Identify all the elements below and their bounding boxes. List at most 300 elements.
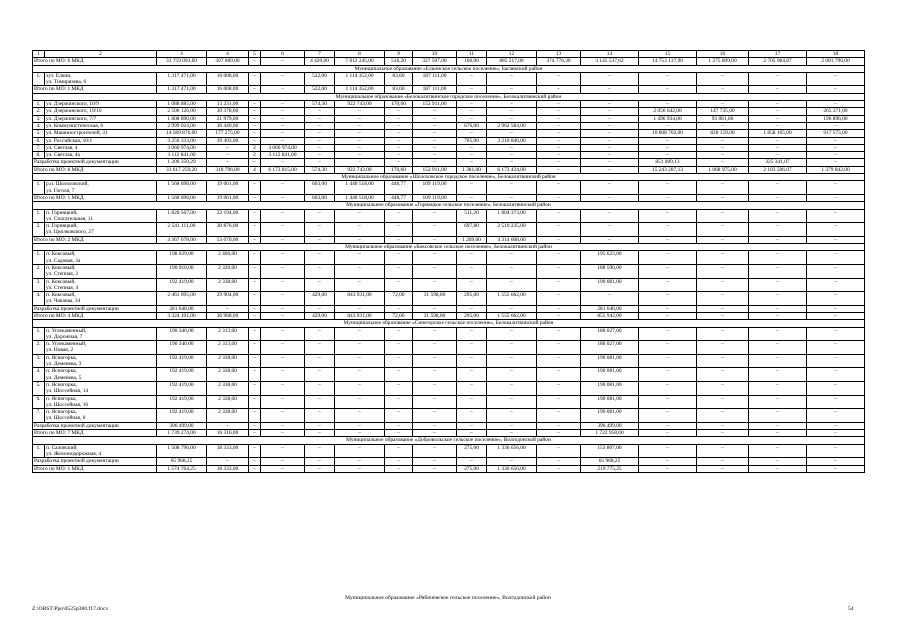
table-cell: – (335, 209, 385, 223)
table-cell: – (581, 292, 639, 306)
table-cell: 2 183 506,07 (749, 166, 807, 173)
table-cell: – (457, 194, 487, 201)
table-cell: – (457, 130, 487, 137)
table-cell: 2 705 984,87 (749, 58, 807, 65)
table-cell: 152 911,00 (413, 166, 457, 173)
table-cell: – (749, 458, 807, 465)
table-cell: – (697, 444, 749, 458)
table-cell: – (697, 327, 749, 341)
data-table-wrapper (32, 50, 864, 473)
address-cell: п. Ясногорка, ул. Шоссейная, 8 (45, 409, 157, 423)
table-cell: 196 896,00 (807, 115, 865, 122)
section-row (33, 437, 865, 444)
table-cell: – (639, 312, 697, 319)
table-cell: – (749, 368, 807, 382)
address-cell: ул. Светлая, 4а (45, 152, 157, 159)
table-cell: 192 419,00 (157, 368, 207, 382)
table-cell: 1 275 809,00 (697, 58, 749, 65)
table-cell: – (335, 264, 385, 278)
address-cell: хут. Елкин, ул. Тимирязева, 6 (45, 72, 157, 86)
row-label: Итого по МО: 2 МКД (33, 236, 157, 243)
table-cell: 1 826 567,00 (157, 209, 207, 223)
table-cell: – (261, 223, 305, 237)
table-cell: – (537, 159, 581, 166)
total-row (33, 58, 865, 65)
table-cell: 281 648,00 (157, 305, 207, 312)
table-cell: 16 008,00 (207, 86, 249, 93)
table-cell: – (697, 72, 749, 86)
table-cell: 2 338,00 (207, 368, 249, 382)
table-cell: 828 159,00 (697, 130, 749, 137)
table-cell: – (249, 194, 261, 201)
table-cell: 14 753 137,90 (639, 58, 697, 65)
table-cell: 2 999 024,00 (157, 122, 207, 129)
table-cell: – (261, 395, 305, 409)
table-cell: 16 316,00 (207, 430, 249, 437)
table-cell: – (487, 86, 537, 93)
table-cell: – (697, 395, 749, 409)
table-cell: 1 808 890,00 (157, 115, 207, 122)
table-cell: 109 119,00 (413, 194, 457, 201)
table-cell: – (697, 194, 749, 201)
table-cell: – (335, 368, 385, 382)
table-cell: – (807, 86, 865, 93)
section-title: Муниципальное образование «Горняцкое сельское поселение», Белокалитвинский район (33, 202, 865, 209)
table-cell: – (261, 458, 305, 465)
table-cell: – (457, 409, 487, 423)
table-cell: – (261, 292, 305, 306)
table-cell: 65 968,25 (581, 458, 639, 465)
column-number: 16 (697, 51, 749, 58)
table-cell: – (385, 305, 413, 312)
table-cell: – (537, 251, 581, 265)
table-cell: – (807, 101, 865, 108)
table-cell: – (457, 458, 487, 465)
table-cell: – (305, 422, 335, 429)
column-number: 4 (207, 51, 249, 58)
table-cell: 18 333,00 (207, 444, 249, 458)
table-cell: 2 338,00 (207, 278, 249, 292)
table-row (33, 264, 865, 278)
table-cell: 917 575,00 (807, 130, 865, 137)
table-cell: – (457, 251, 487, 265)
table-row (33, 72, 865, 86)
table-cell: – (537, 166, 581, 173)
table-cell: – (639, 101, 697, 108)
table-cell: 4 314 608,00 (487, 236, 537, 243)
row-number: 2. (33, 223, 45, 237)
table-cell: – (335, 409, 385, 423)
row-number: 8. (33, 152, 45, 159)
table-cell: – (335, 341, 385, 355)
table-cell: – (413, 122, 457, 129)
table-cell: – (581, 122, 639, 129)
table-cell: – (413, 395, 457, 409)
table-cell: – (487, 101, 537, 108)
table-cell: – (749, 209, 807, 223)
table-cell: – (385, 236, 413, 243)
table-cell: 15 243 287,13 (639, 166, 697, 173)
table-cell: 153 807,00 (581, 444, 639, 458)
row-label: Итого по МО: 1 МКД (33, 465, 157, 472)
table-cell: – (261, 264, 305, 278)
table-cell: 170,60 (385, 166, 413, 173)
table-cell: – (697, 465, 749, 472)
table-row (33, 354, 865, 368)
table-cell: 192 419,00 (157, 278, 207, 292)
table-cell: 2 510 235,00 (487, 223, 537, 237)
table-cell: – (261, 312, 305, 319)
table-cell: – (335, 465, 385, 472)
table-cell: 2 962 584,00 (487, 122, 537, 129)
table-cell: – (537, 152, 581, 159)
address-cell: п. Саловский, ул. Железнодорожная, 4 (45, 444, 157, 458)
table-cell: – (385, 115, 413, 122)
table-cell: – (581, 115, 639, 122)
table-cell: – (261, 137, 305, 144)
table-cell: 190 910,00 (157, 264, 207, 278)
table-cell: 14 589 876,00 (157, 130, 207, 137)
table-cell: – (385, 209, 413, 223)
table-cell: 36 440,00 (207, 122, 249, 129)
table-cell: – (581, 152, 639, 159)
table-cell: 30 876,00 (207, 223, 249, 237)
table-cell: 10 808 702,00 (639, 130, 697, 137)
row-label: Итого по МО: 1 МКД (33, 194, 157, 201)
table-cell: – (249, 264, 261, 278)
table-cell: 1 209,00 (457, 236, 487, 243)
section-row (33, 174, 865, 181)
table-cell: – (261, 181, 305, 195)
address-cell: п. Ясногорка, ул. Шоссейная, 16 (45, 395, 157, 409)
address-cell: п. Коксовый, ул. Степная, 2 (45, 264, 157, 278)
table-cell: 31 598,00 (413, 312, 457, 319)
section-row (33, 93, 865, 100)
table-cell: 53 070,00 (207, 236, 249, 243)
table-cell: – (697, 101, 749, 108)
table-cell: – (749, 115, 807, 122)
address-cell: ул. Светлая, 4 (45, 144, 157, 151)
table-cell: – (639, 305, 697, 312)
table-cell: 219 775,25 (581, 465, 639, 472)
table-cell: – (249, 159, 261, 166)
table-cell: – (413, 223, 457, 237)
table-cell: 6 173 815,00 (261, 166, 305, 173)
column-number: 15 (639, 51, 697, 58)
table-cell: – (581, 223, 639, 237)
table-row (33, 251, 865, 265)
table-cell: – (249, 236, 261, 243)
table-cell: – (749, 312, 807, 319)
table-cell: – (261, 422, 305, 429)
table-cell: – (581, 209, 639, 223)
table-cell: – (639, 209, 697, 223)
table-cell: 3 060 974,00 (157, 144, 207, 151)
table-row (33, 368, 865, 382)
table-cell: 295,00 (457, 292, 487, 306)
table-cell: – (385, 223, 413, 237)
table-cell: – (487, 108, 537, 115)
table-cell: – (207, 458, 249, 465)
table-cell: – (807, 72, 865, 86)
table-cell: – (385, 368, 413, 382)
table-cell: – (261, 159, 305, 166)
table-cell: – (749, 264, 807, 278)
table-cell: – (457, 264, 487, 278)
table-cell: – (749, 236, 807, 243)
table-cell: 325 341,07 (749, 159, 807, 166)
section-title: Муниципальное образование «Добровольское сельское поселение», Волгодонской район (33, 437, 865, 444)
table-cell: – (261, 305, 305, 312)
column-number: 8 (335, 51, 385, 58)
table-cell: 187 111,00 (413, 86, 457, 93)
table-cell: – (305, 458, 335, 465)
table-cell: – (639, 264, 697, 278)
table-cell: – (639, 278, 697, 292)
table-cell: 7 812 245,00 (335, 58, 385, 65)
table-cell: 190 081,00 (581, 278, 639, 292)
table-cell: 4 420,00 (305, 58, 335, 65)
table-cell: – (335, 108, 385, 115)
table-cell: – (385, 395, 413, 409)
row-label: Итого по МО: 6 МКД (33, 58, 157, 65)
table-cell: – (807, 368, 865, 382)
table-cell: – (457, 181, 487, 195)
next-section-title: Муниципальное образование «Рябичевское сельское поселение», Волгодонской район (345, 595, 551, 601)
table-cell: – (537, 292, 581, 306)
table-cell: 36 968,00 (207, 312, 249, 319)
table-cell: – (487, 381, 537, 395)
table-cell: 429,00 (305, 292, 335, 306)
table-cell: – (639, 223, 697, 237)
table-cell: 192 419,00 (157, 381, 207, 395)
column-number: 14 (581, 51, 639, 58)
table-cell: – (581, 144, 639, 151)
table-cell: – (413, 368, 457, 382)
table-cell: – (305, 395, 335, 409)
row-number: 1. (33, 251, 45, 265)
table-cell: – (249, 430, 261, 437)
table-cell: – (249, 465, 261, 472)
data-table (32, 50, 865, 473)
table-cell: – (249, 341, 261, 355)
table-cell: – (335, 422, 385, 429)
table-cell: – (537, 122, 581, 129)
table-cell: – (639, 72, 697, 86)
table-cell: – (537, 422, 581, 429)
table-cell: – (807, 194, 865, 201)
table-cell: 1 336 656,00 (487, 444, 537, 458)
table-cell: – (305, 354, 335, 368)
total-row (33, 312, 865, 319)
table-cell: 1 574 764,25 (157, 465, 207, 472)
table-cell: – (335, 137, 385, 144)
total-row (33, 194, 865, 201)
table-cell: 4 (249, 166, 261, 173)
table-cell: – (261, 130, 305, 137)
table-cell: 275,00 (457, 465, 487, 472)
table-cell: – (457, 327, 487, 341)
table-row (33, 115, 865, 122)
table-cell: – (581, 181, 639, 195)
section-row (33, 202, 865, 209)
table-cell: – (807, 381, 865, 395)
table-cell: – (639, 327, 697, 341)
table-cell: 2 (249, 144, 261, 151)
table-cell: 72,00 (385, 292, 413, 306)
table-cell: – (261, 278, 305, 292)
table-cell: 522,00 (305, 72, 335, 86)
table-cell: 922 743,00 (335, 166, 385, 173)
table-cell: – (305, 444, 335, 458)
table-cell: – (385, 278, 413, 292)
table-cell: 374 776,30 (537, 58, 581, 65)
table-cell: – (305, 430, 335, 437)
table-cell: 31 598,00 (413, 292, 457, 306)
table-cell: – (807, 251, 865, 265)
table-cell: 2 (249, 152, 261, 159)
table-cell: 188 027,00 (581, 327, 639, 341)
table-cell: 574,30 (305, 166, 335, 173)
table-cell: 2 313,00 (207, 327, 249, 341)
column-number: 12 (487, 51, 537, 58)
table-cell: – (261, 465, 305, 472)
table-cell: – (697, 354, 749, 368)
table-cell: 190 340,00 (157, 341, 207, 355)
table-cell: – (249, 115, 261, 122)
table-cell: – (413, 341, 457, 355)
table-cell: 160,00 (457, 58, 487, 65)
address-cell: п. Углекаменный, ул. Новая, 2 (45, 341, 157, 355)
table-cell: 2 406,00 (207, 251, 249, 265)
table-cell: – (385, 144, 413, 151)
row-number: 5. (33, 130, 45, 137)
table-cell: 65 968,25 (157, 458, 207, 465)
table-cell: – (749, 137, 807, 144)
table-cell: – (261, 236, 305, 243)
table-cell: – (249, 458, 261, 465)
table-cell: 188 027,00 (581, 341, 639, 355)
table-cell: – (207, 422, 249, 429)
table-cell: 1 379 842,00 (807, 166, 865, 173)
table-row (33, 395, 865, 409)
table-cell: – (807, 312, 865, 319)
table-cell: 448,77 (385, 181, 413, 195)
table-cell: – (249, 368, 261, 382)
table-cell: – (249, 108, 261, 115)
section-title: Муниципальное образование «Шолоховское городское поселение», Белокалитвинский район (33, 174, 865, 181)
table-cell: – (487, 409, 537, 423)
table-cell: – (261, 444, 305, 458)
table-cell: – (697, 422, 749, 429)
column-number: 1 (33, 51, 45, 58)
table-cell: – (457, 422, 487, 429)
table-cell: – (749, 86, 807, 93)
column-number: 18 (807, 51, 865, 58)
row-number: 3. (33, 278, 45, 292)
table-cell: 516,20 (385, 58, 413, 65)
table-cell: 2 500 126,00 (157, 108, 207, 115)
table-cell: 275,00 (457, 444, 487, 458)
table-cell: – (807, 209, 865, 223)
table-cell: – (807, 181, 865, 195)
table-row (33, 223, 865, 237)
table-cell: – (457, 354, 487, 368)
table-cell: – (305, 381, 335, 395)
section-title: Муниципальное образование «Белокалитвинское городское поселение», Белокалитвинский район (33, 93, 865, 100)
table-cell: – (487, 144, 537, 151)
table-cell: – (537, 327, 581, 341)
table-cell: 19 061,00 (207, 181, 249, 195)
table-cell: 190 340,00 (157, 327, 207, 341)
column-number: 10 (413, 51, 457, 58)
address-cell: п. Углекаменный, ул. Дорожная, 7 (45, 327, 157, 341)
table-cell: – (537, 194, 581, 201)
table-cell: – (639, 409, 697, 423)
table-cell: – (335, 305, 385, 312)
table-cell: 318 796,00 (207, 166, 249, 173)
table-cell: – (639, 430, 697, 437)
address-cell: п. Ясногорка, ул. Деменева, 3 (45, 354, 157, 368)
row-label: Итого по МО: 1 МКД (33, 86, 157, 93)
table-cell: – (749, 144, 807, 151)
table-cell: – (385, 327, 413, 341)
table-cell: – (335, 381, 385, 395)
table-cell: 1 722 958,00 (581, 430, 639, 437)
table-cell: – (249, 354, 261, 368)
table-cell: – (537, 444, 581, 458)
table-cell: – (305, 409, 335, 423)
table-cell: – (385, 465, 413, 472)
table-cell: – (385, 251, 413, 265)
row-number: 4. (33, 368, 45, 382)
table-cell: – (413, 409, 457, 423)
table-cell: – (249, 381, 261, 395)
table-cell: – (487, 278, 537, 292)
table-cell: – (697, 264, 749, 278)
table-cell: – (807, 305, 865, 312)
table-cell: 851 009,13 (639, 159, 697, 166)
table-row (33, 341, 865, 355)
table-cell: – (639, 395, 697, 409)
table-cell: 1 317 471,00 (157, 72, 207, 86)
table-cell: – (749, 181, 807, 195)
table-cell: – (537, 430, 581, 437)
column-number: 17 (749, 51, 807, 58)
total-row (33, 422, 865, 429)
table-cell: 2 338,00 (207, 354, 249, 368)
table-cell: 676,00 (457, 122, 487, 129)
table-cell: – (335, 236, 385, 243)
table-cell: – (487, 115, 537, 122)
table-cell: – (335, 144, 385, 151)
table-cell: – (807, 236, 865, 243)
table-cell: – (537, 130, 581, 137)
table-cell: – (335, 395, 385, 409)
table-cell: 855 942,00 (581, 312, 639, 319)
table-row (33, 327, 865, 341)
table-cell: – (807, 223, 865, 237)
table-cell: – (249, 122, 261, 129)
table-cell: 19 061,00 (207, 194, 249, 201)
table-cell: – (487, 430, 537, 437)
table-cell: – (487, 194, 537, 201)
column-number: 13 (537, 51, 581, 58)
table-cell: – (335, 327, 385, 341)
table-cell: – (639, 422, 697, 429)
table-cell: – (385, 122, 413, 129)
table-cell: – (537, 223, 581, 237)
